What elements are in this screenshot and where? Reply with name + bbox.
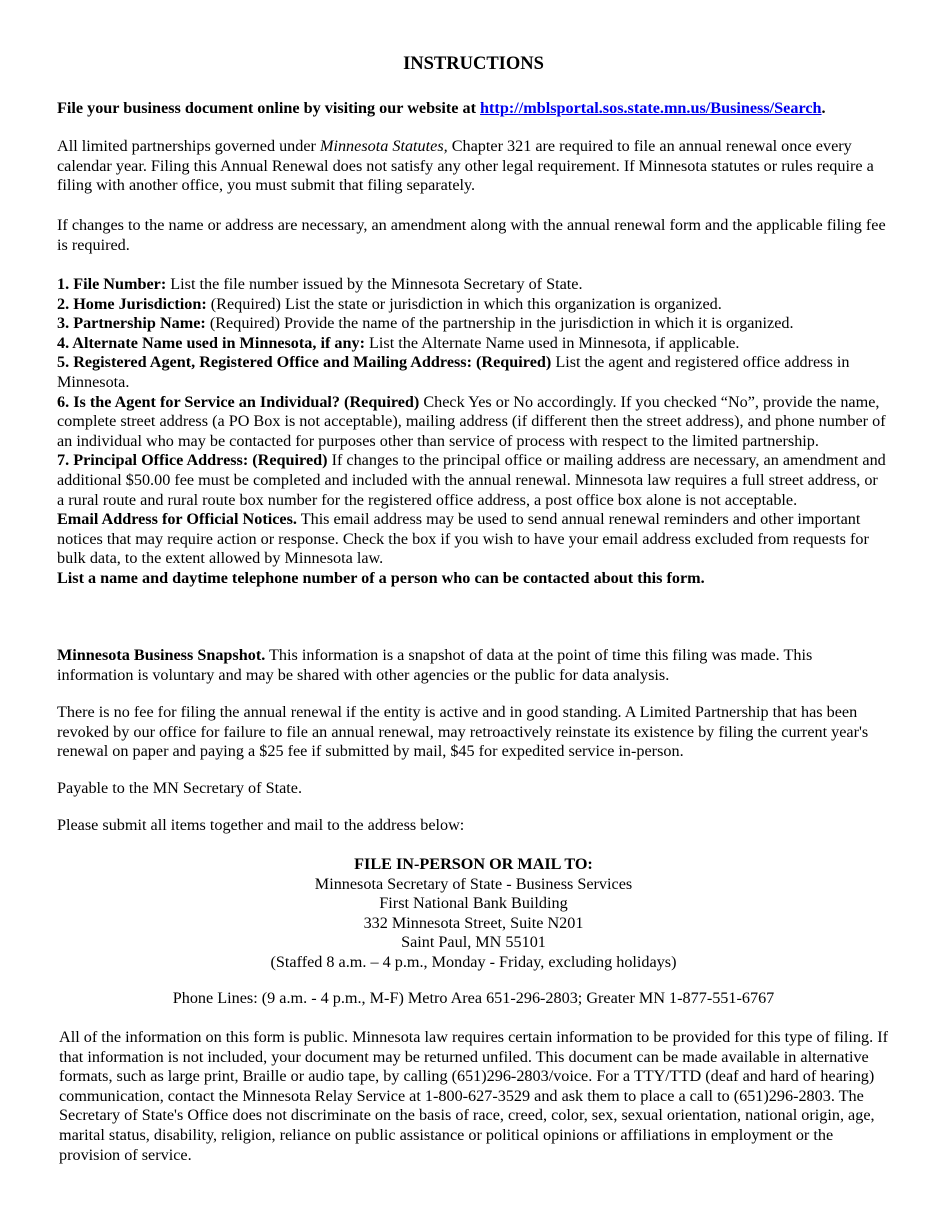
item-text: List the Alternate Name used in Minnesota, if applicable.: [365, 333, 740, 352]
item-text: Check Yes or No accordingly. If you checked “No”, provide the name, complete street address (a PO Box is not acceptable), mailing address (if different then the street address), and phone number of an individual who may be contacted for purposes other than service of process with respect to the limited partnership.: [57, 392, 886, 450]
list-item: [57, 353, 887, 392]
list-item: [57, 510, 887, 569]
fee-paragraph: There is no fee for filing the annual renewal if the entity is active and in good standing. A Limited Partnership that has been revoked by our office for failure to file an annual renewal, may retroactively reinstate its existence by filing the current year's renewal on paper and paying a $25 fee if submitted by mail, $45 for expedited service in-person.: [57, 703, 869, 761]
statutes-reference: Minnesota Statutes,: [319, 137, 448, 155]
submit-line: Please submit all items together and mail to the address below:: [57, 816, 465, 834]
intro-text-a: All limited partnerships governed under: [57, 137, 320, 155]
office-hours: (Staffed 8 a.m. – 4 p.m., Monday - Friday, excluding holidays): [270, 952, 677, 971]
item-label: Email Address for Official Notices.: [57, 510, 297, 529]
contact-instruction: [57, 569, 887, 589]
address-heading: FILE IN-PERSON OR MAIL TO:: [354, 855, 593, 873]
public-information-notice: All of the information on this form is public. Minnesota law requires certain information to be provided for this type of filing. If that information is not included, your document may be returned unfiled. This document can be made available in alternative formats, such as large print, Braille or audio tape, by calling (651)296-2803/voice. For a TTY/TTD (deaf and hard of hearing) communication, contact the Minnesota Relay Service at 1-800-627-3529 and ask them to place a call to (651)296-2803. The Secretary of State's Office does not discriminate on the basis of race, creed, color, sex, sexual orientation, national origin, age, marital status, disability, religion, reliance on public assistance or political opinions or affiliations in employment or the provision of service.: [59, 1028, 888, 1164]
list-item: [57, 393, 887, 452]
item-text: List the agent and registered office address in Minnesota.: [57, 353, 850, 391]
address-line: Minnesota Secretary of State - Business Services: [314, 874, 633, 893]
item-text: List the file number issued by the Minnesota Secretary of State.: [166, 275, 583, 293]
payable-line: Payable to the MN Secretary of State.: [57, 779, 302, 797]
item-label: 5. Registered Agent, Registered Office and Mailing Address: (Required): [57, 353, 552, 372]
list-item: [57, 275, 887, 295]
item-label: 1. File Number:: [57, 275, 167, 293]
page-title: INSTRUCTIONS: [403, 54, 544, 74]
changes-paragraph: If changes to the name or address are necessary, an amendment along with the annual renewal form and the applicable filing fee is required.: [57, 216, 886, 254]
intro-text-b: Chapter 321 are required to file an annual renewal once every calendar year. Filing this Annual Renewal does not satisfy any other legal requirement. If Minnesota statutes or rules require a filing with another office, you must submit that filing separately.: [57, 137, 874, 195]
numbered-instructions: [57, 275, 887, 589]
item-text: (Required) List the state or jurisdiction in which this organization is organized.: [206, 294, 722, 313]
item-label: 2. Home Jurisdiction:: [57, 294, 207, 313]
list-item: [57, 451, 887, 510]
list-item: [57, 295, 887, 315]
address-line: Saint Paul, MN 55101: [401, 933, 546, 952]
intro-paragraph: [57, 137, 887, 196]
mailing-address: [57, 855, 890, 973]
business-search-link[interactable]: http://mblsportal.sos.state.mn.us/Business/Search: [480, 99, 822, 117]
item-text: If changes to the principal office or mailing address are necessary, an amendment and additional $50.00 fee must be completed and included with the annual renewal. Minnesota law requires a full street address, or a rural route and rural route box number for the registered office address, a post office box alone is not acceptable.: [57, 451, 886, 509]
list-item: [57, 314, 887, 334]
item-label: 7. Principal Office Address: (Required): [57, 451, 328, 470]
snapshot-paragraph: [57, 646, 887, 685]
address-line: First National Bank Building: [379, 894, 568, 913]
phone-lines: Phone Lines: (9 a.m. - 4 p.m., M-F) Metro Area 651-296-2803; Greater MN 1-877-551-6767: [172, 989, 775, 1007]
item-text: This email address may be used to send annual renewal reminders and other important notices that may require action or response. Check the box if you wish to have your email address excluded from requests for bulk data, to the extent allowed by Minnesota law.: [57, 510, 869, 568]
item-label: 3. Partnership Name:: [57, 314, 206, 333]
item-label: 6. Is the Agent for Service an Individual? (Required): [57, 392, 420, 411]
item-text: (Required) Provide the name of the partnership in the jurisdiction in which it is organized.: [205, 314, 794, 333]
online-filing-notice: [57, 99, 897, 119]
online-filing-lead: File your business document online by visiting our website at: [57, 99, 481, 117]
snapshot-text: This information is a snapshot of data at the point of time this filing was made. This information is voluntary and may be shared with other agencies or the public for data analysis.: [57, 646, 813, 684]
snapshot-label: Minnesota Business Snapshot.: [57, 646, 266, 664]
online-filing-end: .: [821, 99, 826, 117]
list-item: [57, 334, 887, 354]
contact-text: List a name and daytime telephone number of a person who can be contacted about this form.: [57, 568, 705, 587]
item-label: 4. Alternate Name used in Minnesota, if any:: [57, 333, 365, 352]
address-line: 332 Minnesota Street, Suite N201: [363, 913, 584, 932]
